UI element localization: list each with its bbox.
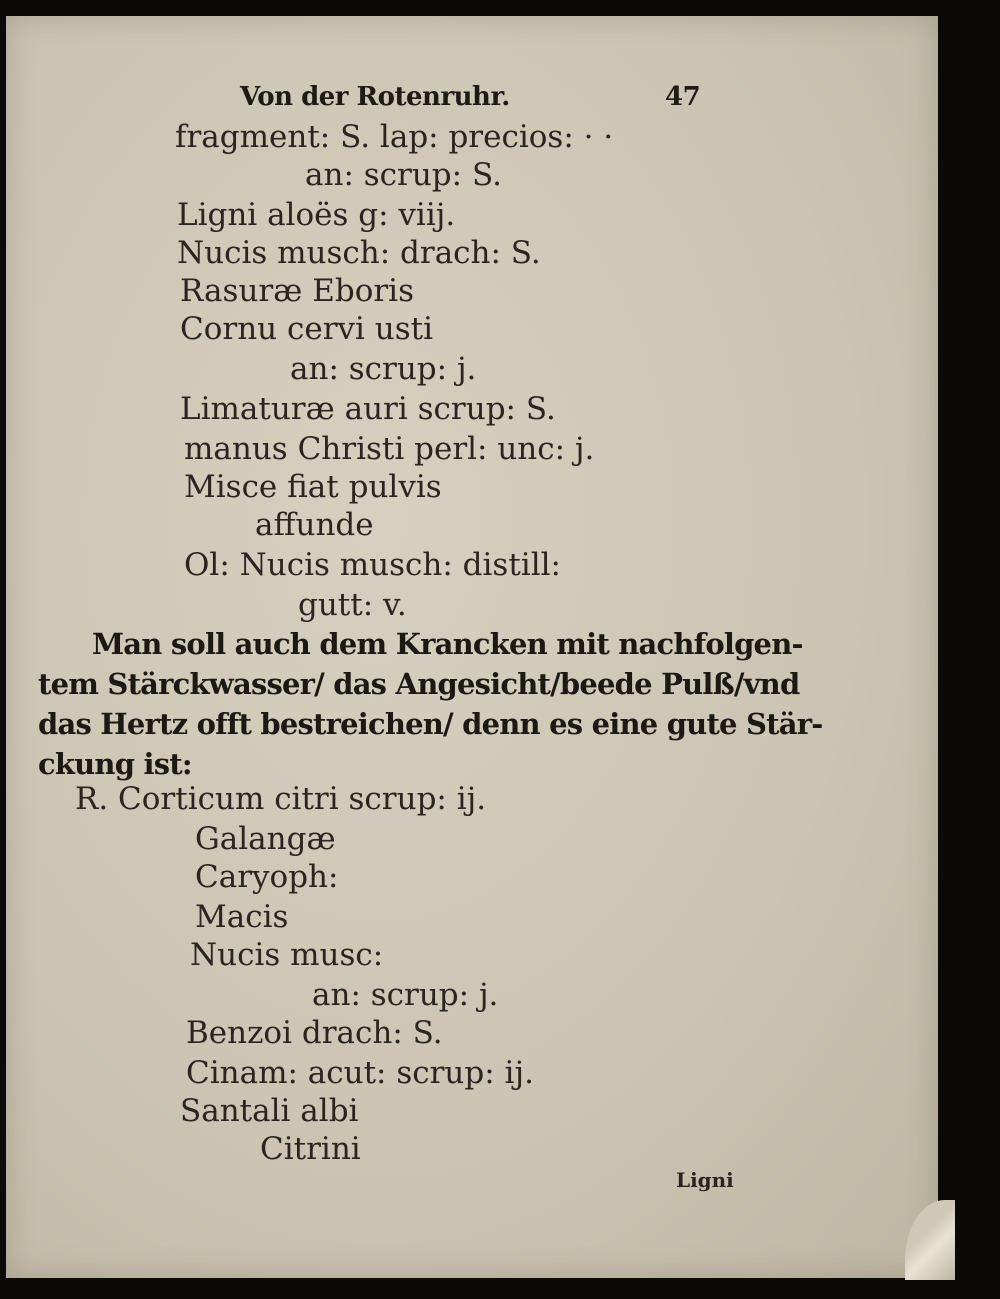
recipe1-line: manus Christi perl: unc: j. (184, 431, 595, 467)
recipe2-line: Galangæ (195, 821, 336, 857)
paragraph-line: das Hertz offt bestreichen/ denn es eine gute Stär- (38, 707, 823, 741)
recipe1-line: Misce fiat pulvis (184, 469, 442, 505)
recipe1-line: Rasuræ Eboris (180, 273, 414, 309)
catchword: Ligni (676, 1168, 734, 1192)
recipe1-line: Cornu cervi usti (180, 311, 434, 347)
recipe1-line: Nucis musch: drach: S. (177, 235, 541, 271)
recipe1-line: an: scrup: S. (305, 157, 502, 193)
recipe1-line: Ligni aloës g: viij. (177, 197, 456, 233)
recipe1-line: affunde (255, 507, 374, 543)
paragraph-line: Man soll auch dem Krancken mit nachfolgen- (92, 627, 803, 661)
recipe1-line: Ol: Nucis musch: distill: (184, 547, 561, 583)
recipe2-line: Cinam: acut: scrup: ij. (186, 1055, 534, 1091)
page-number: 47 (665, 82, 701, 112)
recipe2-line: Macis (195, 899, 289, 935)
recipe2-line: Caryoph: (195, 859, 339, 895)
paragraph-line: ckung ist: (38, 747, 192, 781)
recipe2-line: an: scrup: j. (312, 977, 499, 1013)
recipe2-line: Nucis musc: (190, 937, 384, 973)
recipe2-line: Benzoi drach: S. (186, 1015, 443, 1051)
recipe1-line: Limaturæ auri scrup: S. (180, 391, 556, 427)
recipe1-line: an: scrup: j. (290, 351, 477, 387)
recipe2-line: Citrini (260, 1131, 361, 1167)
recipe2-line: R. Corticum citri scrup: ij. (75, 781, 487, 817)
paragraph-line: tem Stärckwasser/ das Angesicht/beede Pulß/vnd (38, 667, 800, 701)
recipe1-line: gutt: v. (298, 587, 407, 623)
recipe1-line: fragment: S. lap: precios: · · (175, 119, 614, 155)
recipe2-line: Santali albi (180, 1093, 359, 1129)
running-title: Von der Rotenruhr. (240, 82, 510, 112)
